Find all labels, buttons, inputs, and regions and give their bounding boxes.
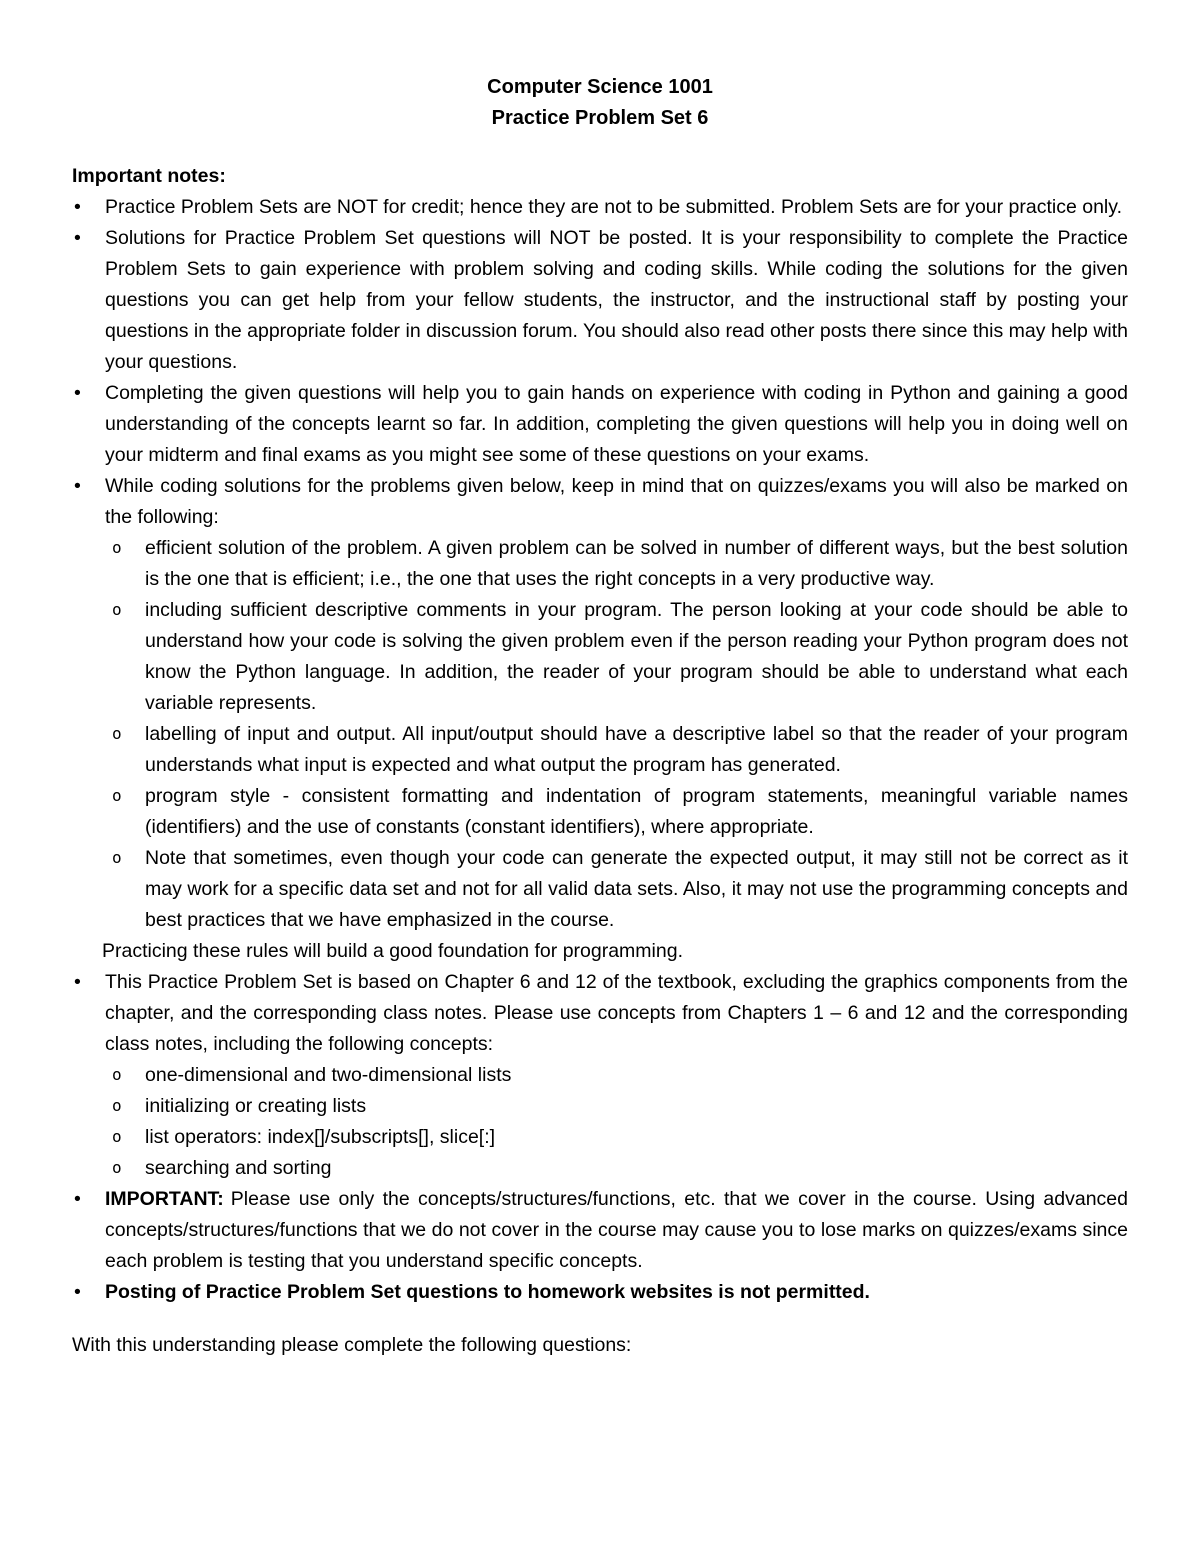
bullet-icon: • <box>74 971 81 993</box>
sub-bullet-text: including sufficient descriptive comments in your program. The person looking at your code should be able to understand how your code is solving the given problem even if the person reading your Python program does not know the Python language. In addition, the reader of your program should be able to understand what each variable represents. <box>145 599 1128 714</box>
sub-bullet-valid-data-sets <box>72 843 1128 936</box>
circle-bullet-icon: o <box>112 1158 122 1177</box>
circle-bullet-icon: o <box>112 538 122 557</box>
circle-bullet-icon: o <box>112 1065 122 1084</box>
sub-bullet-searching-sorting <box>72 1153 1128 1184</box>
note-text: Solutions for Practice Problem Set questions will NOT be posted. It is your responsibility to complete the Practice Problem Sets to gain experience with problem solving and coding skills. While coding the solutions for the given questions you can get help from your fellow students, the instructor, and the instructional staff by posting your questions in the appropriate folder in discussion forum. You should also read other posts there since this may help with your questions. <box>105 227 1128 373</box>
doc-title-line-1: Computer Science 1001 <box>487 76 713 98</box>
note-bullet-solutions <box>72 223 1128 378</box>
sub-bullet-text: list operators: index[]/subscripts[], slice[:] <box>145 1126 496 1148</box>
sub-bullet-text: efficient solution of the problem. A given problem can be solved in number of different ways, but the best solution is the one that is efficient; i.e., the one that uses the right concepts in a very productive way. <box>145 537 1128 590</box>
note-text: This Practice Problem Set is based on Chapter 6 and 12 of the textbook, excluding the graphics components from the chapter, and the corresponding class notes. Please use concepts from Chapters 1 – 6 and 12 and the corresponding class notes, including the following concepts: <box>105 971 1128 1055</box>
bullet-icon: • <box>74 227 81 249</box>
sub-bullet-text: labelling of input and output. All input/output should have a descriptive label so that the reader of your program understands what input is expected and what output the program has generated. <box>145 723 1128 776</box>
practicing-rules-line: Practicing these rules will build a good foundation for programming. <box>102 940 683 962</box>
sub-bullet-lists <box>72 1060 1128 1091</box>
bullet-icon: • <box>74 382 81 404</box>
circle-bullet-icon: o <box>112 1096 122 1115</box>
circle-bullet-icon: o <box>112 724 122 743</box>
circle-bullet-icon: o <box>112 848 122 867</box>
sub-bullet-efficient-solution <box>72 533 1128 595</box>
circle-bullet-icon: o <box>112 1127 122 1146</box>
sub-bullet-text: Note that sometimes, even though your code can generate the expected output, it may still not be correct as it may work for a specific data set and not for all valid data sets. Also, it may not use the programming concepts and best practices that we have emphasized in the course. <box>145 847 1128 931</box>
sub-bullet-text: program style - consistent formatting and indentation of program statements, meaningful variable names (identifiers) and the use of constants (constant identifiers), where appropriate. <box>145 785 1128 838</box>
sub-bullet-text: one-dimensional and two-dimensional lists <box>145 1064 512 1086</box>
sub-bullet-text: initializing or creating lists <box>145 1095 367 1117</box>
note-bullet-chapters <box>72 967 1128 1060</box>
important-label: IMPORTANT: <box>105 1188 224 1210</box>
note-text: Posting of Practice Problem Set questions to homework websites is not permitted. <box>105 1281 870 1303</box>
sub-bullet-initializing <box>72 1091 1128 1122</box>
note-text: While coding solutions for the problems given below, keep in mind that on quizzes/exams you will also be marked on the following: <box>105 475 1128 528</box>
sub-bullet-text: searching and sorting <box>145 1157 332 1179</box>
note-bullet-credit <box>72 192 1128 223</box>
note-text: Completing the given questions will help you to gain hands on experience with coding in Python and gaining a good understanding of the concepts learnt so far. In addition, completing the given questions will help you in doing well on your midterm and final exams as you might see some of these questions on your exams. <box>105 382 1128 466</box>
circle-bullet-icon: o <box>112 786 122 805</box>
sub-bullet-comments <box>72 595 1128 719</box>
circle-bullet-icon: o <box>112 600 122 619</box>
sub-bullet-program-style <box>72 781 1128 843</box>
note-bullet-completing <box>72 378 1128 471</box>
closing-line: With this understanding please complete the following questions: <box>72 1334 632 1356</box>
bullet-icon: • <box>74 1281 81 1303</box>
note-text: Please use only the concepts/structures/functions, etc. that we cover in the course. Using advanced concepts/structures/functions that we do not cover in the course may cause you to lose marks on quizzes/exams since each problem is testing that you understand specific concepts. <box>105 1188 1128 1272</box>
important-notes-heading: Important notes: <box>72 165 226 187</box>
note-text: Practice Problem Sets are NOT for credit; hence they are not to be submitted. Problem Sets are for your practice only. <box>105 196 1122 218</box>
sub-bullet-list-operators <box>72 1122 1128 1153</box>
sub-bullet-labelling <box>72 719 1128 781</box>
note-bullet-posting <box>72 1277 1128 1308</box>
doc-title-line-2: Practice Problem Set 6 <box>491 107 709 129</box>
bullet-icon: • <box>74 475 81 497</box>
note-bullet-marking <box>72 471 1128 533</box>
bullet-icon: • <box>74 196 81 218</box>
bullet-icon: • <box>74 1188 81 1210</box>
note-bullet-important <box>72 1184 1128 1277</box>
